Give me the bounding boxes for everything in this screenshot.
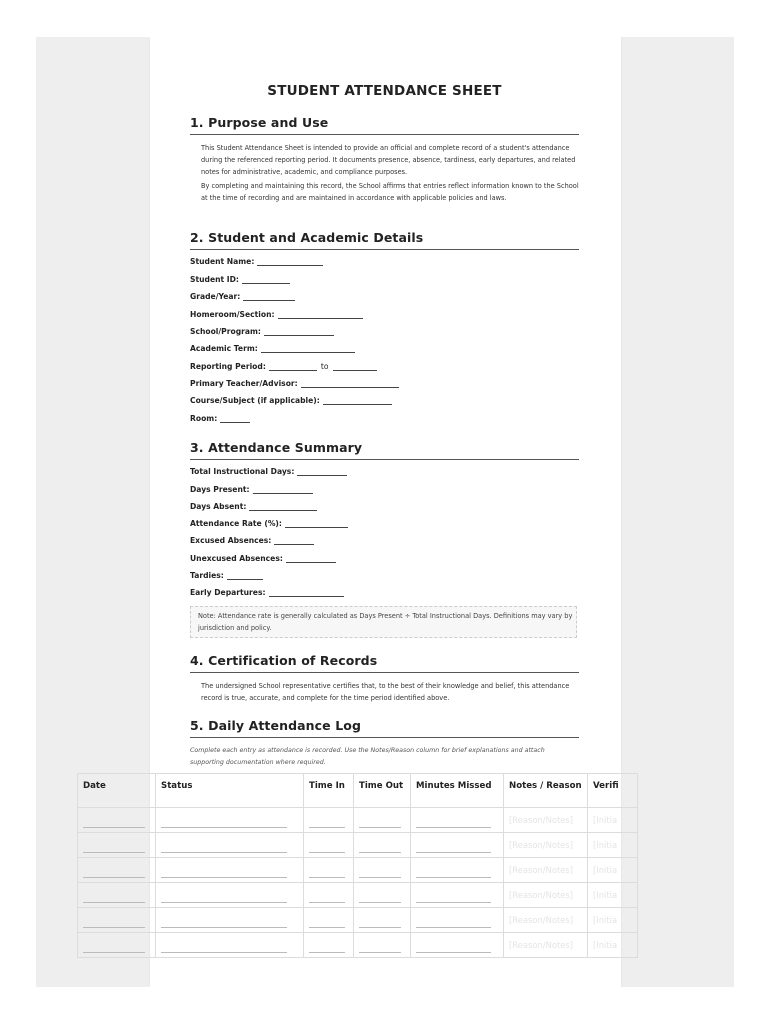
field-label: Tardies: <box>190 571 224 580</box>
field-student-name <box>190 257 323 269</box>
field-early-departures <box>190 588 344 600</box>
cell-minutes-missed[interactable] <box>411 858 504 883</box>
table-row <box>78 858 638 883</box>
field-label: Room: <box>190 414 218 423</box>
cell-notes-reason[interactable] <box>504 858 588 883</box>
entry-line <box>359 842 401 853</box>
table-row <box>78 833 638 858</box>
entry-line <box>83 892 145 903</box>
cell-minutes-missed[interactable] <box>411 833 504 858</box>
entry-line <box>309 842 345 853</box>
column-header-minutes-missed: Minutes Missed <box>411 774 504 808</box>
field-academic-term <box>190 344 355 356</box>
entry-line <box>359 817 401 828</box>
room-blank[interactable] <box>220 414 250 423</box>
entry-line <box>359 892 401 903</box>
table-row <box>78 933 638 958</box>
cell-time-out[interactable] <box>354 933 411 958</box>
cell-time-in[interactable] <box>304 883 354 908</box>
field-label: Days Absent: <box>190 502 247 511</box>
entry-line <box>83 842 145 853</box>
cell-notes-reason[interactable] <box>504 883 588 908</box>
cell-verification[interactable] <box>588 883 638 908</box>
entry-line <box>309 917 345 928</box>
field-label: Days Present: <box>190 485 250 494</box>
cell-time-out[interactable] <box>354 858 411 883</box>
purpose-paragraph-1: This Student Attendance Sheet is intended to provide an official and complete record of a student's attendance during the referenced reporting period. It documents presence, absence, tardiness, early departures, and related notes for administrative, academic, and compliance purposes. <box>201 144 576 176</box>
total-days-blank[interactable] <box>297 467 347 476</box>
cell-date[interactable] <box>78 883 156 908</box>
cell-status[interactable] <box>156 833 304 858</box>
cell-time-in[interactable] <box>304 933 354 958</box>
reporting-period-end-blank[interactable] <box>333 362 377 371</box>
field-label: Student Name: <box>190 257 255 266</box>
entry-line <box>161 867 287 878</box>
entry-line <box>309 942 345 953</box>
cell-notes-reason[interactable] <box>504 833 588 858</box>
homeroom-section-blank[interactable] <box>278 310 363 319</box>
attendance-note: Note: Attendance rate is generally calculated as Days Present ÷ Total Instructional Days. Definitions may vary by jurisdiction and policy. <box>190 606 577 638</box>
cell-status[interactable] <box>156 883 304 908</box>
field-label: Student ID: <box>190 275 239 284</box>
early-departures-blank[interactable] <box>269 588 344 597</box>
table-body <box>78 808 638 958</box>
days-present-blank[interactable] <box>253 485 313 494</box>
entry-line <box>309 867 345 878</box>
table-row <box>78 908 638 933</box>
primary-teacher-blank[interactable] <box>301 379 399 388</box>
field-school-program <box>190 327 334 339</box>
document-viewer <box>36 37 734 987</box>
cell-status[interactable] <box>156 858 304 883</box>
cell-minutes-missed[interactable] <box>411 808 504 833</box>
cell-date[interactable] <box>78 808 156 833</box>
field-reporting-period <box>190 362 377 374</box>
entry-line <box>416 892 491 903</box>
entry-line <box>161 917 287 928</box>
entry-line <box>416 942 491 953</box>
field-room <box>190 414 250 426</box>
field-tardies <box>190 571 263 583</box>
field-label: Total Instructional Days: <box>190 467 295 476</box>
document-title: STUDENT ATTENDANCE SHEET <box>267 83 502 99</box>
entry-line <box>83 942 145 953</box>
reporting-period-start-blank[interactable] <box>269 362 317 371</box>
verification-placeholder: [Initia <box>593 939 618 950</box>
field-label: Academic Term: <box>190 344 258 353</box>
field-label: Primary Teacher/Advisor: <box>190 379 298 388</box>
field-label: Attendance Rate (%): <box>190 519 282 528</box>
cell-notes-reason[interactable] <box>504 808 588 833</box>
section-heading-attendance-summary: 3. Attendance Summary <box>190 440 579 460</box>
entry-line <box>416 867 491 878</box>
daily-log-instructions: Complete each entry as attendance is recorded. Use the Notes/Reason column for brief explanations and attach supporting documentation where required. <box>190 747 545 766</box>
entry-line <box>161 892 287 903</box>
field-label: School/Program: <box>190 327 261 336</box>
entry-line <box>161 842 287 853</box>
notes-placeholder: [Reason/Notes] <box>509 864 574 875</box>
entry-line <box>309 817 345 828</box>
field-label: Reporting Period: <box>190 362 266 371</box>
cell-time-in[interactable] <box>304 833 354 858</box>
column-header-date: Date <box>78 774 156 808</box>
entry-line <box>416 917 491 928</box>
attendance-rate-blank[interactable] <box>285 519 348 528</box>
field-primary-teacher <box>190 379 399 391</box>
field-grade-year <box>190 292 295 304</box>
purpose-paragraph-2: By completing and maintaining this record, the School affirms that entries reflect information known to the School at the time of recording and are maintained in accordance with applicable policies and laws. <box>201 182 579 202</box>
cell-minutes-missed[interactable] <box>411 908 504 933</box>
school-program-blank[interactable] <box>264 327 334 336</box>
entry-line <box>309 892 345 903</box>
field-attendance-rate <box>190 519 348 531</box>
entry-line <box>416 817 491 828</box>
cell-verification[interactable] <box>588 933 638 958</box>
cell-status[interactable] <box>156 908 304 933</box>
tardies-blank[interactable] <box>227 571 263 580</box>
field-unexcused-absences <box>190 554 336 566</box>
cell-time-out[interactable] <box>354 883 411 908</box>
verification-placeholder: [Initia <box>593 889 618 900</box>
course-subject-blank[interactable] <box>323 396 392 405</box>
cell-time-out[interactable] <box>354 833 411 858</box>
cell-notes-reason[interactable] <box>504 933 588 958</box>
cell-verification[interactable] <box>588 808 638 833</box>
days-absent-blank[interactable] <box>249 502 317 511</box>
cell-time-out[interactable] <box>354 908 411 933</box>
verification-placeholder: [Initia <box>593 914 618 925</box>
cell-minutes-missed[interactable] <box>411 883 504 908</box>
entry-line <box>83 817 145 828</box>
section-heading-daily-log: 5. Daily Attendance Log <box>190 718 579 738</box>
field-course-subject <box>190 396 392 408</box>
field-total-days <box>190 467 347 479</box>
field-label: Homeroom/Section: <box>190 310 275 319</box>
column-header-status: Status <box>156 774 304 808</box>
table-row <box>78 808 638 833</box>
daily-attendance-log-table <box>77 773 638 958</box>
field-days-present <box>190 485 313 497</box>
cell-date[interactable] <box>78 908 156 933</box>
field-label: Course/Subject (if applicable): <box>190 396 320 405</box>
section-heading-student-details: 2. Student and Academic Details <box>190 230 579 250</box>
unexcused-absences-blank[interactable] <box>286 554 336 563</box>
verification-placeholder: [Initia <box>593 864 618 875</box>
field-homeroom-section <box>190 310 363 322</box>
cell-status[interactable] <box>156 933 304 958</box>
notes-placeholder: [Reason/Notes] <box>509 814 574 825</box>
notes-placeholder: [Reason/Notes] <box>509 889 574 900</box>
certification-paragraph: The undersigned School representative certifies that, to the best of their knowledge and belief, this attendance record is true, accurate, and complete for the time period identified above. <box>201 682 570 702</box>
cell-minutes-missed[interactable] <box>411 933 504 958</box>
cell-verification[interactable] <box>588 908 638 933</box>
cell-time-in[interactable] <box>304 908 354 933</box>
field-label: Excused Absences: <box>190 536 272 545</box>
cell-date[interactable] <box>78 833 156 858</box>
section-heading-purpose: 1. Purpose and Use <box>190 115 579 135</box>
section-heading-certification: 4. Certification of Records <box>190 653 579 673</box>
cell-time-in[interactable] <box>304 808 354 833</box>
field-label: Grade/Year: <box>190 292 241 301</box>
field-student-id <box>190 275 290 287</box>
cell-time-out[interactable] <box>354 808 411 833</box>
reporting-period-to: to <box>320 362 329 371</box>
field-excused-absences <box>190 536 314 548</box>
cell-status[interactable] <box>156 808 304 833</box>
notes-placeholder: [Reason/Notes] <box>509 939 574 950</box>
column-header-verification: Verifi <box>588 774 638 808</box>
cell-date[interactable] <box>78 933 156 958</box>
column-header-notes-reason: Notes / Reason <box>504 774 588 808</box>
entry-line <box>161 817 287 828</box>
cell-time-in[interactable] <box>304 858 354 883</box>
grade-year-blank[interactable] <box>243 292 295 301</box>
table-header-row <box>78 774 638 808</box>
entry-line <box>83 867 145 878</box>
field-label: Unexcused Absences: <box>190 554 283 563</box>
cell-verification[interactable] <box>588 833 638 858</box>
cell-notes-reason[interactable] <box>504 908 588 933</box>
notes-placeholder: [Reason/Notes] <box>509 839 574 850</box>
column-header-time-in: Time In <box>304 774 354 808</box>
academic-term-blank[interactable] <box>261 344 355 353</box>
student-name-blank[interactable] <box>257 257 323 266</box>
entry-line <box>83 917 145 928</box>
entry-line <box>359 867 401 878</box>
field-label: Early Departures: <box>190 588 266 597</box>
verification-placeholder: [Initia <box>593 839 618 850</box>
excused-absences-blank[interactable] <box>274 536 314 545</box>
verification-placeholder: [Initia <box>593 814 618 825</box>
cell-verification[interactable] <box>588 858 638 883</box>
column-header-time-out: Time Out <box>354 774 411 808</box>
entry-line <box>359 942 401 953</box>
table-row <box>78 883 638 908</box>
notes-placeholder: [Reason/Notes] <box>509 914 574 925</box>
student-id-blank[interactable] <box>242 275 290 284</box>
entry-line <box>416 842 491 853</box>
field-days-absent <box>190 502 317 514</box>
entry-line <box>359 917 401 928</box>
entry-line <box>161 942 287 953</box>
cell-date[interactable] <box>78 858 156 883</box>
